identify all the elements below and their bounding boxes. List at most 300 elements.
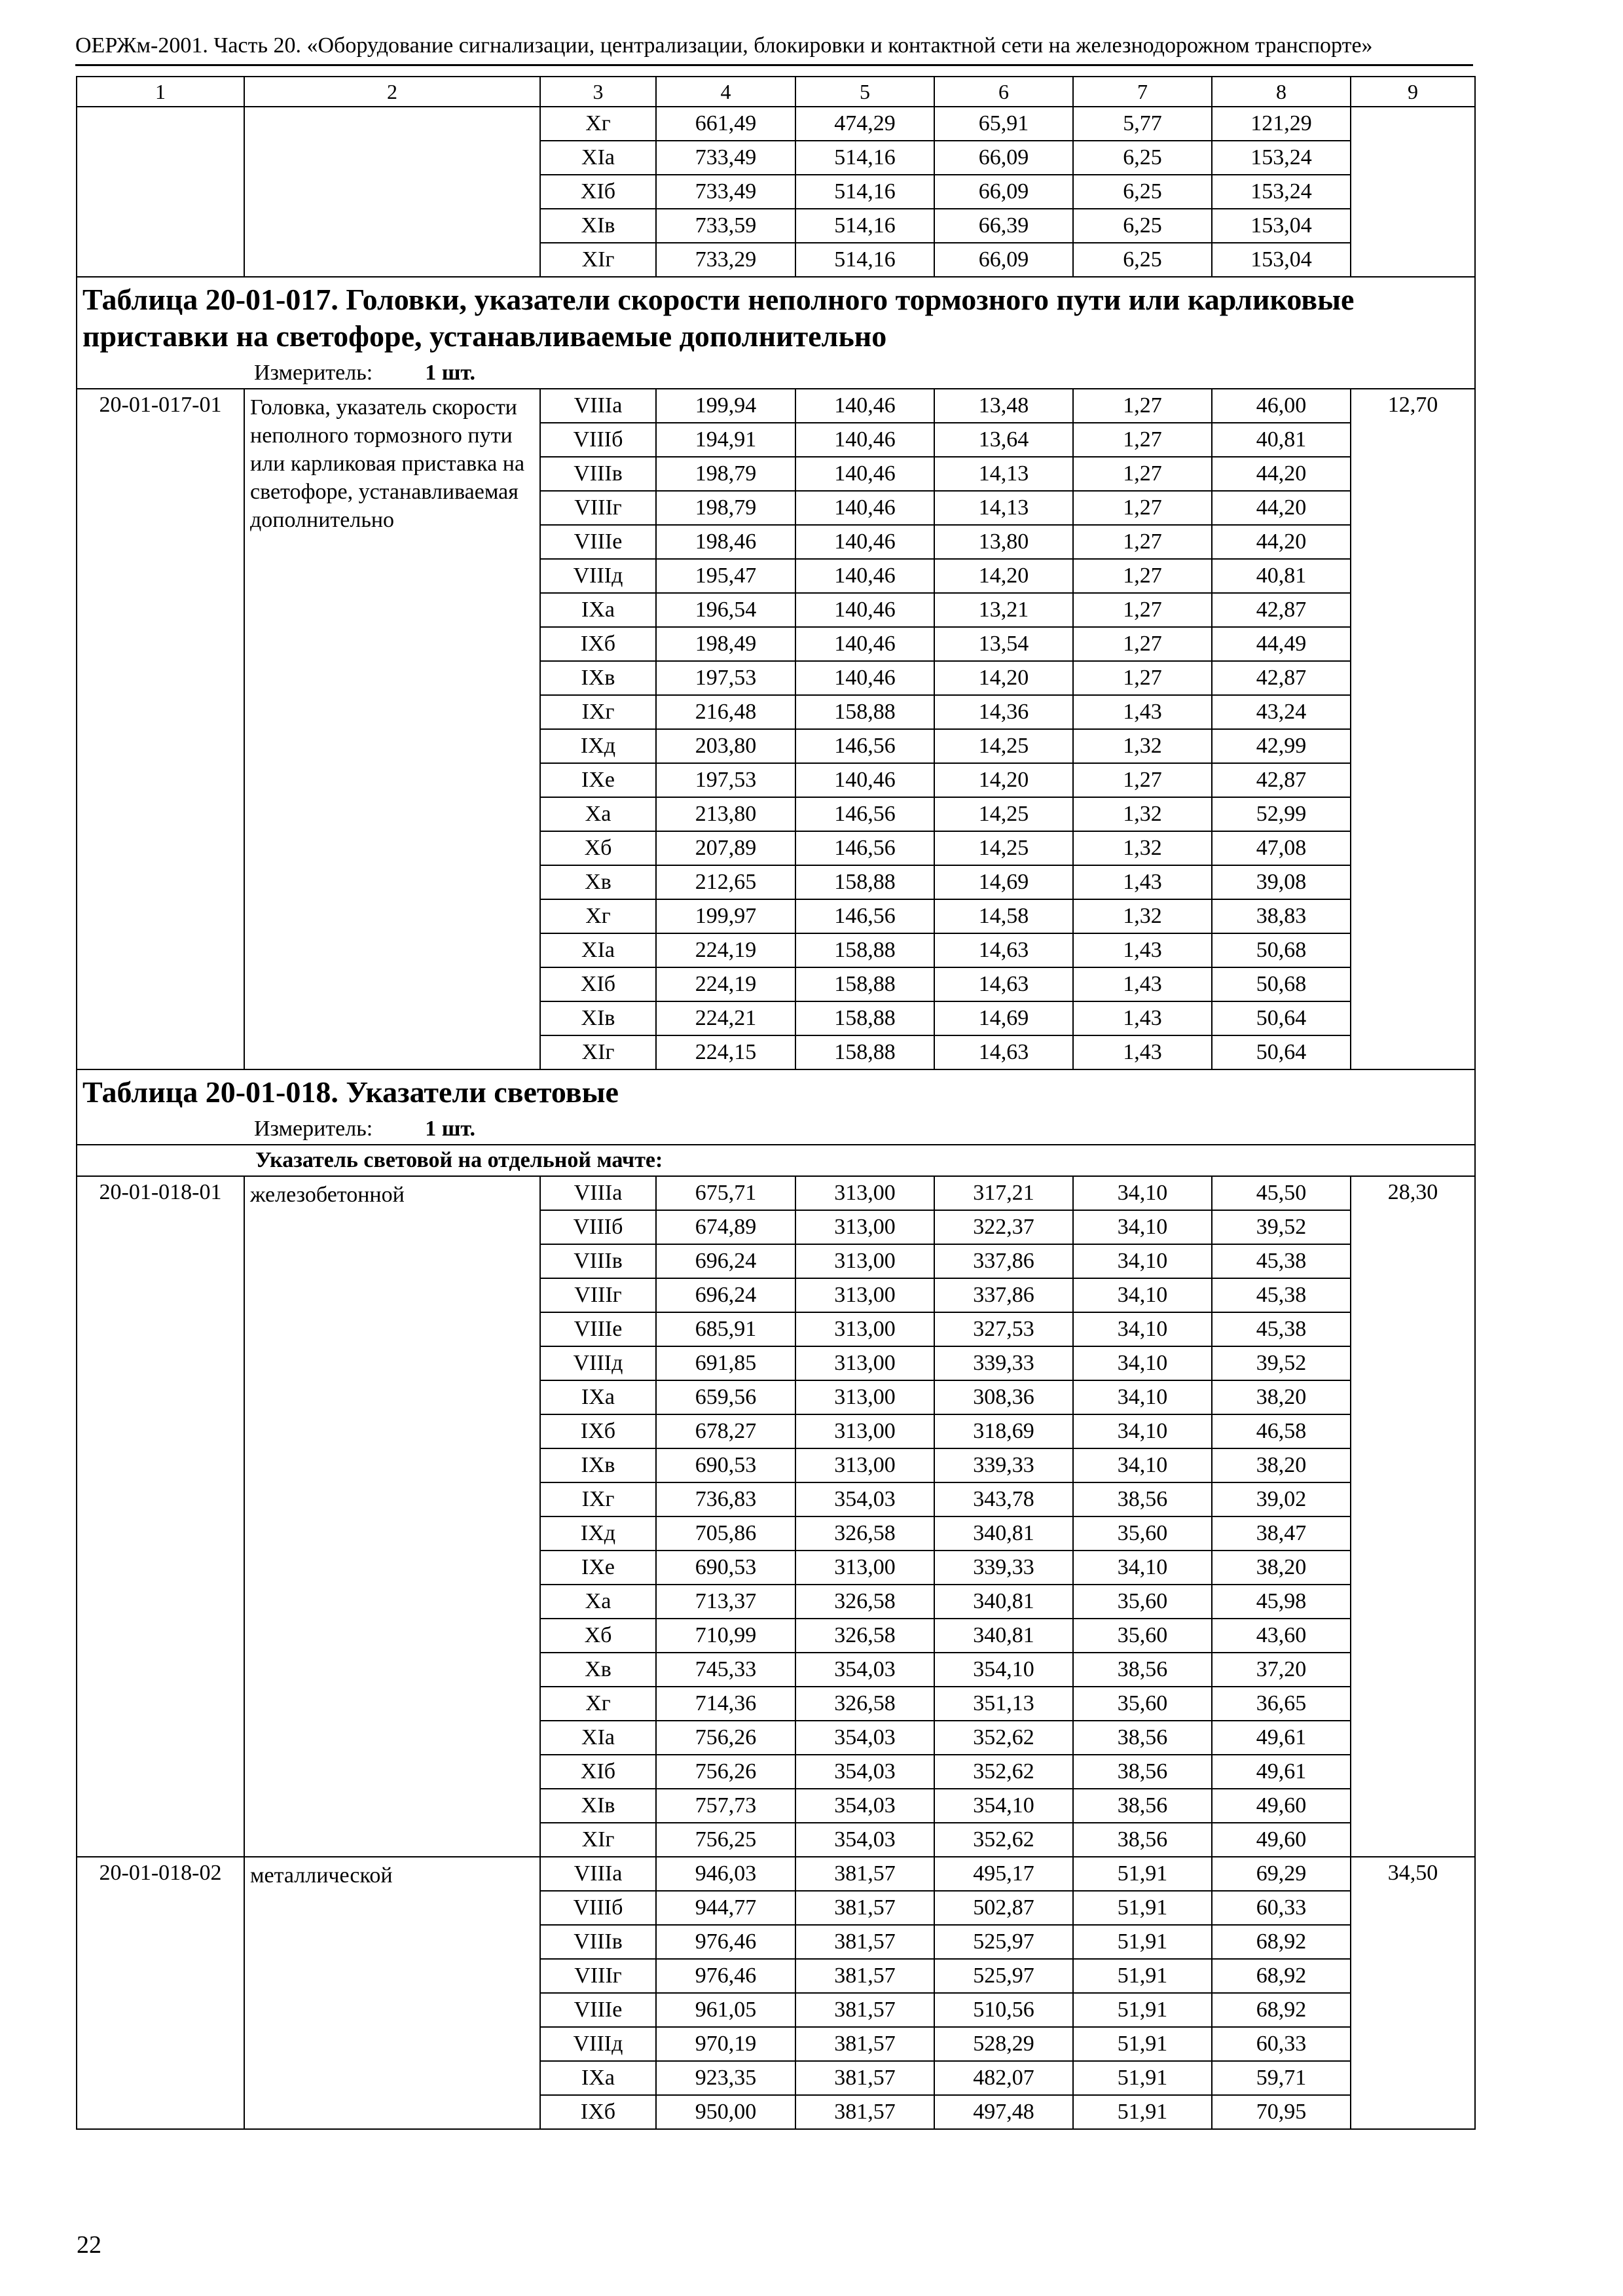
value-cell: 13,48: [934, 389, 1073, 423]
measure-label: Измеритель:: [254, 1116, 373, 1141]
value-cell: 923,35: [656, 2061, 795, 2095]
value-cell: 313,00: [795, 1551, 934, 1585]
value-cell: Хг: [540, 1687, 656, 1721]
value-cell: 42,87: [1212, 763, 1351, 797]
value-cell: ХIг: [540, 1823, 656, 1857]
value-cell: 340,81: [934, 1585, 1073, 1619]
value-cell: 153,24: [1212, 141, 1351, 175]
value-cell: 1,27: [1073, 627, 1212, 661]
value-cell: IХв: [540, 1448, 656, 1482]
value-cell: 14,69: [934, 865, 1073, 899]
name-cell: Головка, указатель скорости неполного тормозного пути или карликовая приставка на светофоре, устанавливаемая дополнительно: [244, 389, 540, 1069]
value-cell: 197,53: [656, 661, 795, 695]
value-cell: 197,53: [656, 763, 795, 797]
value-cell: 34,10: [1073, 1278, 1212, 1312]
value-cell: 6,25: [1073, 175, 1212, 209]
value-cell: 198,46: [656, 525, 795, 559]
value-cell: IХг: [540, 1482, 656, 1516]
column-numbers-row: [77, 77, 1475, 107]
value-cell: 59,71: [1212, 2061, 1351, 2095]
value-cell: 1,27: [1073, 491, 1212, 525]
value-cell: 1,27: [1073, 525, 1212, 559]
measure-value: 1 шт.: [425, 1116, 476, 1141]
value-cell: 39,02: [1212, 1482, 1351, 1516]
value-cell: 1,27: [1073, 763, 1212, 797]
value-cell: 340,81: [934, 1516, 1073, 1551]
value-cell: 733,49: [656, 175, 795, 209]
value-cell: 756,26: [656, 1755, 795, 1789]
value-cell: 326,58: [795, 1585, 934, 1619]
value-cell: 38,56: [1073, 1653, 1212, 1687]
value-cell: 49,61: [1212, 1721, 1351, 1755]
subheading: Указатель световой на отдельной мачте:: [77, 1145, 1475, 1176]
value-cell: IХе: [540, 1551, 656, 1585]
value-cell: 14,20: [934, 559, 1073, 593]
value-cell: 51,91: [1073, 2095, 1212, 2129]
value-cell: 51,91: [1073, 1993, 1212, 2027]
value-cell: 1,27: [1073, 423, 1212, 457]
value-cell: 35,60: [1073, 1687, 1212, 1721]
value-cell: 339,33: [934, 1448, 1073, 1482]
measure-row: [77, 357, 1475, 389]
value-cell: 690,53: [656, 1551, 795, 1585]
value-cell: 659,56: [656, 1380, 795, 1414]
value-cell: 474,29: [795, 107, 934, 141]
value-cell: IХб: [540, 627, 656, 661]
value-cell: ХIб: [540, 967, 656, 1001]
value-cell: 354,03: [795, 1653, 934, 1687]
value-cell: 14,20: [934, 763, 1073, 797]
value-cell: 158,88: [795, 695, 934, 729]
value-cell: Хв: [540, 865, 656, 899]
value-cell: 45,38: [1212, 1312, 1351, 1346]
value-cell: 354,10: [934, 1653, 1073, 1687]
value-cell: 13,54: [934, 627, 1073, 661]
value-cell: 976,46: [656, 1925, 795, 1959]
value-cell: 313,00: [795, 1176, 934, 1210]
value-cell: 1,27: [1073, 457, 1212, 491]
value-cell: 6,25: [1073, 243, 1212, 277]
value-cell: 950,00: [656, 2095, 795, 2129]
value-cell: 1,27: [1073, 559, 1212, 593]
value-cell: 224,19: [656, 967, 795, 1001]
value-cell: 38,56: [1073, 1482, 1212, 1516]
value-cell: 66,09: [934, 141, 1073, 175]
value-cell: 352,62: [934, 1755, 1073, 1789]
value-cell: IХг: [540, 695, 656, 729]
value-cell: 51,91: [1073, 1891, 1212, 1925]
value-cell: 146,56: [795, 831, 934, 865]
value-cell: 50,64: [1212, 1035, 1351, 1069]
value-cell: 224,19: [656, 933, 795, 967]
value-cell: IХд: [540, 729, 656, 763]
value-cell: VIIIв: [540, 1925, 656, 1959]
value-cell: 40,81: [1212, 423, 1351, 457]
value-cell: 674,89: [656, 1210, 795, 1244]
value-cell: 34,10: [1073, 1244, 1212, 1278]
value-cell: 36,65: [1212, 1687, 1351, 1721]
value-cell: 1,43: [1073, 933, 1212, 967]
value-cell: 50,68: [1212, 933, 1351, 967]
column-number: 9: [1351, 77, 1475, 107]
value-cell: 45,38: [1212, 1278, 1351, 1312]
value-cell: 14,69: [934, 1001, 1073, 1035]
value-cell: 38,20: [1212, 1448, 1351, 1482]
table-row: [77, 389, 1475, 423]
value-cell: 195,47: [656, 559, 795, 593]
value-cell: 34,10: [1073, 1210, 1212, 1244]
value-cell: 525,97: [934, 1959, 1073, 1993]
value-cell: 691,85: [656, 1346, 795, 1380]
value-cell: 199,94: [656, 389, 795, 423]
value-cell: Хг: [540, 899, 656, 933]
value-cell: 34,10: [1073, 1312, 1212, 1346]
value-cell: 326,58: [795, 1516, 934, 1551]
value-cell: 198,79: [656, 457, 795, 491]
value-cell: 140,46: [795, 423, 934, 457]
value-cell: 212,65: [656, 865, 795, 899]
col9-cell: 28,30: [1351, 1176, 1475, 1857]
value-cell: 326,58: [795, 1687, 934, 1721]
value-cell: IХб: [540, 2095, 656, 2129]
value-cell: 35,60: [1073, 1619, 1212, 1653]
value-cell: 42,99: [1212, 729, 1351, 763]
column-number: 8: [1212, 77, 1351, 107]
value-cell: 203,80: [656, 729, 795, 763]
value-cell: 354,03: [795, 1755, 934, 1789]
value-cell: 381,57: [795, 2027, 934, 2061]
value-cell: 52,99: [1212, 797, 1351, 831]
value-cell: 1,32: [1073, 797, 1212, 831]
value-cell: Ха: [540, 1585, 656, 1619]
value-cell: 661,49: [656, 107, 795, 141]
value-cell: 1,43: [1073, 865, 1212, 899]
table-row: [77, 107, 1475, 141]
value-cell: 198,79: [656, 491, 795, 525]
value-cell: 514,16: [795, 175, 934, 209]
value-cell: 158,88: [795, 933, 934, 967]
value-cell: 34,10: [1073, 1380, 1212, 1414]
column-number: 6: [934, 77, 1073, 107]
value-cell: 44,20: [1212, 525, 1351, 559]
value-cell: 140,46: [795, 763, 934, 797]
value-cell: 42,87: [1212, 661, 1351, 695]
value-cell: 675,71: [656, 1176, 795, 1210]
value-cell: 66,39: [934, 209, 1073, 243]
column-number: 4: [656, 77, 795, 107]
value-cell: 44,20: [1212, 491, 1351, 525]
col9-cell: [1351, 107, 1475, 277]
header-rule: [75, 64, 1473, 66]
value-cell: 339,33: [934, 1346, 1073, 1380]
value-cell: 216,48: [656, 695, 795, 729]
value-cell: Хб: [540, 1619, 656, 1653]
value-cell: 140,46: [795, 525, 934, 559]
value-cell: 51,91: [1073, 2061, 1212, 2095]
value-cell: 35,60: [1073, 1585, 1212, 1619]
value-cell: 696,24: [656, 1244, 795, 1278]
value-cell: 1,32: [1073, 729, 1212, 763]
value-cell: 14,63: [934, 933, 1073, 967]
value-cell: 14,20: [934, 661, 1073, 695]
value-cell: VIIIа: [540, 1857, 656, 1891]
value-cell: 38,56: [1073, 1789, 1212, 1823]
value-cell: 60,33: [1212, 2027, 1351, 2061]
value-cell: 158,88: [795, 967, 934, 1001]
value-cell: 38,56: [1073, 1823, 1212, 1857]
value-cell: 1,32: [1073, 831, 1212, 865]
value-cell: 37,20: [1212, 1653, 1351, 1687]
value-cell: 34,10: [1073, 1414, 1212, 1448]
value-cell: IХб: [540, 1414, 656, 1448]
value-cell: 158,88: [795, 865, 934, 899]
value-cell: 14,25: [934, 831, 1073, 865]
value-cell: 38,56: [1073, 1755, 1212, 1789]
column-number: 5: [795, 77, 934, 107]
value-cell: 14,63: [934, 967, 1073, 1001]
name-cell: железобетонной: [244, 1176, 540, 1857]
value-cell: 352,62: [934, 1721, 1073, 1755]
value-cell: 970,19: [656, 2027, 795, 2061]
col9-cell: 34,50: [1351, 1857, 1475, 2129]
value-cell: 317,21: [934, 1176, 1073, 1210]
value-cell: VIIIд: [540, 2027, 656, 2061]
value-cell: 34,10: [1073, 1448, 1212, 1482]
value-cell: VIIIе: [540, 525, 656, 559]
value-cell: 736,83: [656, 1482, 795, 1516]
value-cell: 49,61: [1212, 1755, 1351, 1789]
value-cell: VIIIв: [540, 457, 656, 491]
value-cell: 313,00: [795, 1448, 934, 1482]
value-cell: ХIа: [540, 1721, 656, 1755]
value-cell: 497,48: [934, 2095, 1073, 2129]
value-cell: 381,57: [795, 1959, 934, 1993]
value-cell: 354,03: [795, 1823, 934, 1857]
value-cell: 207,89: [656, 831, 795, 865]
value-cell: 705,86: [656, 1516, 795, 1551]
measure-row: [77, 1113, 1475, 1145]
value-cell: 327,53: [934, 1312, 1073, 1346]
value-cell: 34,10: [1073, 1176, 1212, 1210]
value-cell: 525,97: [934, 1925, 1073, 1959]
value-cell: 340,81: [934, 1619, 1073, 1653]
value-cell: 696,24: [656, 1278, 795, 1312]
value-cell: 381,57: [795, 1891, 934, 1925]
table-row: [77, 1857, 1475, 1891]
value-cell: 46,00: [1212, 389, 1351, 423]
table-title-row: [77, 277, 1475, 357]
value-cell: 13,80: [934, 525, 1073, 559]
code-cell: 20-01-018-01: [77, 1176, 244, 1857]
value-cell: 13,64: [934, 423, 1073, 457]
value-cell: 961,05: [656, 1993, 795, 2027]
value-cell: 313,00: [795, 1244, 934, 1278]
value-cell: 482,07: [934, 2061, 1073, 2095]
value-cell: 1,43: [1073, 967, 1212, 1001]
value-cell: 756,25: [656, 1823, 795, 1857]
value-cell: 326,58: [795, 1619, 934, 1653]
value-cell: 35,60: [1073, 1516, 1212, 1551]
value-cell: 14,25: [934, 797, 1073, 831]
value-cell: 66,09: [934, 243, 1073, 277]
page-number: 22: [77, 2231, 101, 2259]
value-cell: VIIIг: [540, 1278, 656, 1312]
value-cell: 1,43: [1073, 695, 1212, 729]
value-cell: 224,21: [656, 1001, 795, 1035]
value-cell: 199,97: [656, 899, 795, 933]
value-cell: 44,20: [1212, 457, 1351, 491]
price-table: [76, 76, 1476, 2130]
value-cell: ХIв: [540, 209, 656, 243]
value-cell: 354,03: [795, 1482, 934, 1516]
value-cell: 514,16: [795, 141, 934, 175]
value-cell: 38,47: [1212, 1516, 1351, 1551]
value-cell: 308,36: [934, 1380, 1073, 1414]
value-cell: 514,16: [795, 243, 934, 277]
value-cell: 153,04: [1212, 243, 1351, 277]
column-number: 2: [244, 77, 540, 107]
value-cell: 313,00: [795, 1210, 934, 1244]
value-cell: 146,56: [795, 729, 934, 763]
value-cell: 43,24: [1212, 695, 1351, 729]
value-cell: IХа: [540, 593, 656, 627]
page-header: ОЕРЖм-2001. Часть 20. «Оборудование сигнализации, централизации, блокировки и контактной сети на железнодорожном транспорте»: [75, 33, 1373, 58]
value-cell: VIIIг: [540, 491, 656, 525]
name-cell: [244, 107, 540, 277]
value-cell: 1,27: [1073, 389, 1212, 423]
table-title: Таблица 20-01-017. Головки, указатели скорости неполного тормозного пути или карликовые приставки на светофоре, устанавливаемые дополнительно: [77, 277, 1475, 357]
value-cell: ХIа: [540, 933, 656, 967]
value-cell: 13,21: [934, 593, 1073, 627]
value-cell: 45,98: [1212, 1585, 1351, 1619]
value-cell: 5,77: [1073, 107, 1212, 141]
value-cell: 140,46: [795, 559, 934, 593]
value-cell: 733,59: [656, 209, 795, 243]
value-cell: ХIг: [540, 1035, 656, 1069]
name-cell: металлической: [244, 1857, 540, 2129]
value-cell: ХIг: [540, 243, 656, 277]
value-cell: 153,24: [1212, 175, 1351, 209]
measure-cell: [77, 357, 1475, 389]
value-cell: 313,00: [795, 1278, 934, 1312]
value-cell: 352,62: [934, 1823, 1073, 1857]
value-cell: 381,57: [795, 1857, 934, 1891]
value-cell: VIIIг: [540, 1959, 656, 1993]
value-cell: 339,33: [934, 1551, 1073, 1585]
value-cell: 14,13: [934, 457, 1073, 491]
value-cell: 65,91: [934, 107, 1073, 141]
value-cell: 1,43: [1073, 1001, 1212, 1035]
value-cell: VIIIв: [540, 1244, 656, 1278]
value-cell: 354,03: [795, 1721, 934, 1755]
value-cell: 198,49: [656, 627, 795, 661]
value-cell: 42,87: [1212, 593, 1351, 627]
value-cell: 140,46: [795, 627, 934, 661]
value-cell: Хб: [540, 831, 656, 865]
value-cell: 47,08: [1212, 831, 1351, 865]
value-cell: ХIа: [540, 141, 656, 175]
measure-cell: [77, 1113, 1475, 1145]
value-cell: 6,25: [1073, 209, 1212, 243]
value-cell: 502,87: [934, 1891, 1073, 1925]
value-cell: 714,36: [656, 1687, 795, 1721]
value-cell: VIIIа: [540, 1176, 656, 1210]
value-cell: 224,15: [656, 1035, 795, 1069]
value-cell: 710,99: [656, 1619, 795, 1653]
value-cell: 381,57: [795, 2095, 934, 2129]
value-cell: 213,80: [656, 797, 795, 831]
value-cell: 14,25: [934, 729, 1073, 763]
value-cell: VIIIд: [540, 559, 656, 593]
value-cell: VIIIа: [540, 389, 656, 423]
value-cell: VIIIе: [540, 1312, 656, 1346]
value-cell: IХв: [540, 661, 656, 695]
value-cell: IХа: [540, 1380, 656, 1414]
value-cell: 6,25: [1073, 141, 1212, 175]
column-number: 1: [77, 77, 244, 107]
value-cell: 381,57: [795, 1925, 934, 1959]
value-cell: IХд: [540, 1516, 656, 1551]
value-cell: 313,00: [795, 1414, 934, 1448]
value-cell: 944,77: [656, 1891, 795, 1925]
value-cell: 50,64: [1212, 1001, 1351, 1035]
value-cell: 343,78: [934, 1482, 1073, 1516]
value-cell: 39,08: [1212, 865, 1351, 899]
subheading-row: [77, 1145, 1475, 1176]
table-title-row: [77, 1069, 1475, 1113]
column-number: 3: [540, 77, 656, 107]
value-cell: 140,46: [795, 661, 934, 695]
value-cell: 51,91: [1073, 1959, 1212, 1993]
value-cell: 158,88: [795, 1001, 934, 1035]
value-cell: 313,00: [795, 1346, 934, 1380]
value-cell: Ха: [540, 797, 656, 831]
value-cell: 1,27: [1073, 593, 1212, 627]
value-cell: 38,20: [1212, 1551, 1351, 1585]
value-cell: 153,04: [1212, 209, 1351, 243]
value-cell: 733,29: [656, 243, 795, 277]
code-cell: [77, 107, 244, 277]
value-cell: 146,56: [795, 797, 934, 831]
value-cell: 976,46: [656, 1959, 795, 1993]
measure-label: Измеритель:: [254, 360, 373, 385]
value-cell: 45,50: [1212, 1176, 1351, 1210]
value-cell: 68,92: [1212, 1925, 1351, 1959]
value-cell: ХIб: [540, 175, 656, 209]
value-cell: 14,63: [934, 1035, 1073, 1069]
code-cell: 20-01-017-01: [77, 389, 244, 1069]
value-cell: VIIIб: [540, 423, 656, 457]
value-cell: 354,10: [934, 1789, 1073, 1823]
value-cell: 44,49: [1212, 627, 1351, 661]
value-cell: 38,56: [1073, 1721, 1212, 1755]
value-cell: 38,20: [1212, 1380, 1351, 1414]
value-cell: 745,33: [656, 1653, 795, 1687]
value-cell: VIIIб: [540, 1210, 656, 1244]
value-cell: 68,92: [1212, 1959, 1351, 1993]
value-cell: 43,60: [1212, 1619, 1351, 1653]
measure-value: 1 шт.: [425, 360, 476, 385]
value-cell: 34,10: [1073, 1346, 1212, 1380]
value-cell: 1,32: [1073, 899, 1212, 933]
value-cell: ХIб: [540, 1755, 656, 1789]
value-cell: 514,16: [795, 209, 934, 243]
value-cell: 354,03: [795, 1789, 934, 1823]
value-cell: 495,17: [934, 1857, 1073, 1891]
value-cell: 313,00: [795, 1312, 934, 1346]
value-cell: 70,95: [1212, 2095, 1351, 2129]
value-cell: 140,46: [795, 457, 934, 491]
